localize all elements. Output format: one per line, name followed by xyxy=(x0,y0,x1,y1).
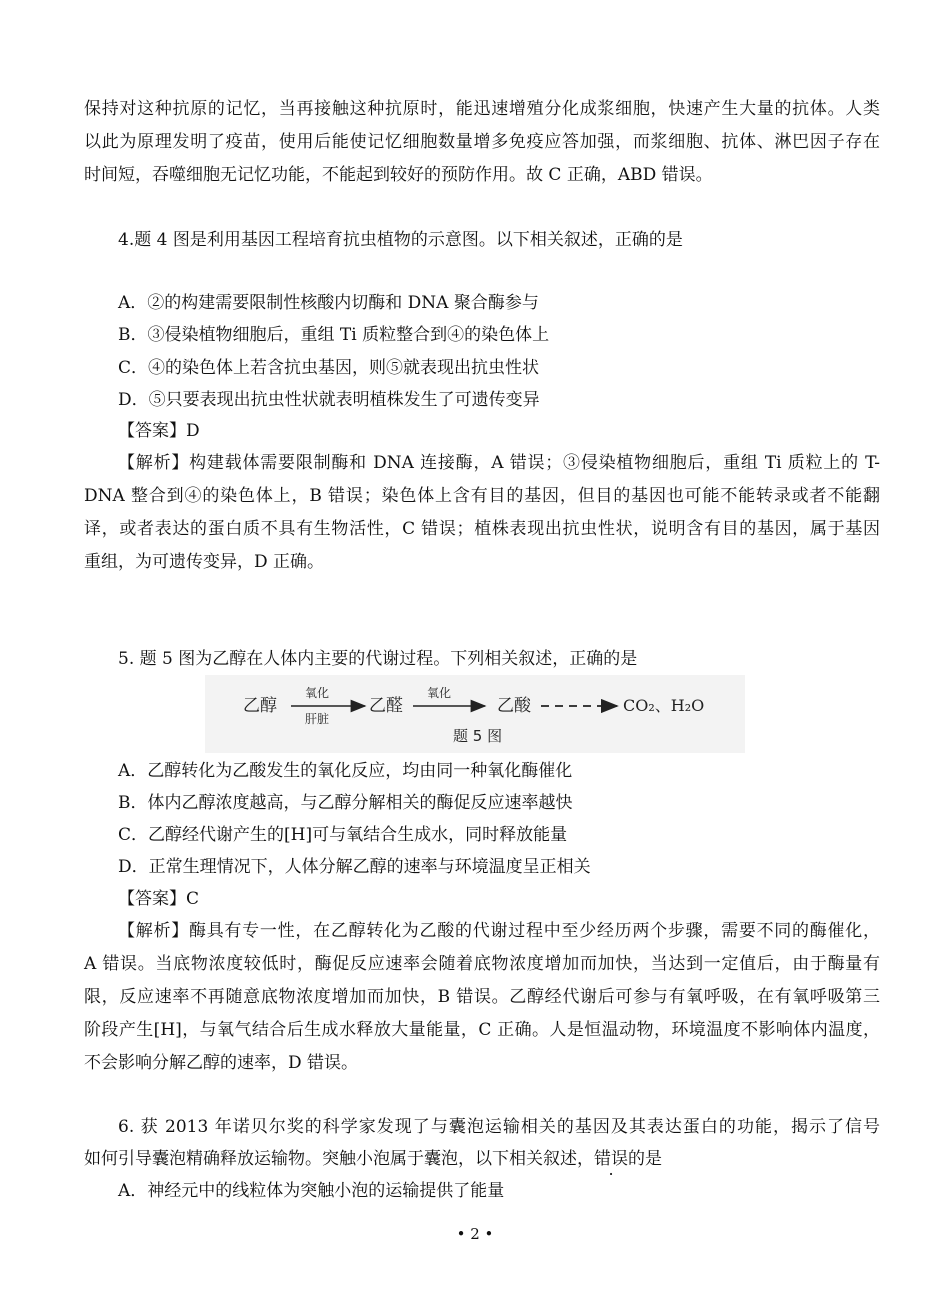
q4-option-a: A．②的构建需要限制性核酸内切酶和 DNA 聚合酶参与 xyxy=(118,293,539,313)
q4-option-b: B．③侵染植物细胞后，重组 Ti 质粒整合到④的染色体上 xyxy=(118,325,550,345)
q4-option-c: C．④的染色体上若含抗虫基因，则⑤就表现出抗虫性状 xyxy=(118,358,540,378)
paragraph-line: 以此为原理发明了疫苗，使用后能使记忆细胞数量增多免疫应答加强，而浆细胞、抗体、淋巴因子存在 xyxy=(84,132,880,152)
figure-caption: 题 5 图 xyxy=(453,727,503,745)
q5-option-a: A．乙醇转化为乙酸发生的氧化反应，均由同一种氧化酶催化 xyxy=(118,761,573,781)
question-5-stem: 5. 题 5 图为乙醇在人体内主要的代谢过程。下列相关叙述，正确的是 xyxy=(118,649,638,669)
q6-stem-tail: 的是 xyxy=(628,1149,662,1169)
node-acetaldehyde: 乙醛 xyxy=(369,696,403,716)
q5-analysis-line: 【解析】酶具有专一性，在乙醇转化为乙酸的代谢过程中至少经历两个步骤，需要不同的酶催化， xyxy=(118,921,880,941)
arrow1-label-bottom: 肝脏 xyxy=(305,712,330,726)
q4-analysis-line: 译，或者表达的蛋白质不具有生物活性，C 错误；植株表现出抗虫性状，说明含有目的基因，属于基因 xyxy=(84,519,880,539)
q6-stem-text: 如何引导囊泡精确释放运输物。突触小泡属于囊泡，以下相关叙述， xyxy=(84,1149,594,1169)
node-ethanol: 乙醇 xyxy=(243,696,277,716)
node-products: CO₂、H₂O xyxy=(623,696,705,715)
question-6-stem-line xyxy=(84,1148,880,1170)
arrow2-label-top: 氧化 xyxy=(427,686,452,700)
q4-analysis-line: 【解析】构建载体需要限制酶和 DNA 连接酶，A 错误；③侵染植物细胞后，重组 Ti 质粒上的 T- xyxy=(118,453,880,473)
q5-analysis-line: A 错误。当底物浓度较低时，酶促反应速率会随着底物浓度增加而加快，当达到一定值后，由于酶量有 xyxy=(84,954,880,974)
q5-analysis-line: 不会影响分解乙醇的速率，D 错误。 xyxy=(84,1053,359,1073)
question-4-stem: 4.题 4 图是利用基因工程培育抗虫植物的示意图。以下相关叙述，正确的是 xyxy=(118,230,683,250)
node-acetic-acid: 乙酸 xyxy=(497,696,531,716)
q4-option-d: D．⑤只要表现出抗虫性状就表明植株发生了可遗传变异 xyxy=(118,390,540,410)
page-number: • 2 • xyxy=(456,1225,494,1243)
q4-analysis-line: DNA 整合到④的染色体上，B 错误；染色体上含有目的基因，但目的基因也可能不能转录或者不能翻 xyxy=(84,486,880,506)
q4-analysis-line: 重组，为可遗传变异，D 正确。 xyxy=(84,552,325,572)
q6-option-a: A．神经元中的线粒体为突触小泡的运输提供了能量 xyxy=(118,1181,505,1201)
q5-analysis-line: 阶段产生[H]，与氧气结合后生成水释放大量能量，C 正确。人是恒温动物，环境温度不影响体内温度， xyxy=(84,1020,880,1040)
q4-answer: 【答案】D xyxy=(118,421,200,441)
arrow1-label-top: 氧化 xyxy=(305,686,330,700)
q6-emphasis-word: 错误 xyxy=(594,1149,628,1169)
paragraph-line: 保持对这种抗原的记忆，当再接触这种抗原时，能迅速增殖分化成浆细胞，快速产生大量的抗体。人类 xyxy=(84,99,880,119)
question-6-stem-line: 6. 获 2013 年诺贝尔奖的科学家发现了与囊泡运输相关的基因及其表达蛋白的功能，揭示了信号 xyxy=(118,1117,880,1137)
q5-analysis-line: 限，反应速率不再随意底物浓度增加而加快，B 错误。乙醇经代谢后可参与有氧呼吸，在有氧呼吸第三 xyxy=(84,987,880,1007)
q5-option-c: C．乙醇经代谢产生的[H]可与氧结合生成水，同时释放能量 xyxy=(118,825,568,845)
figure-5-metabolism-diagram xyxy=(205,675,745,753)
paragraph-line: 时间短，吞噬细胞无记忆功能，不能起到较好的预防作用。故 C 正确，ABD 错误。 xyxy=(84,165,713,185)
q5-option-d: D．正常生理情况下，人体分解乙醇的速率与环境温度呈正相关 xyxy=(118,857,591,877)
q5-answer: 【答案】C xyxy=(118,889,200,909)
q5-option-b: B．体内乙醇浓度越高，与乙醇分解相关的酶促反应速率越快 xyxy=(118,793,573,813)
